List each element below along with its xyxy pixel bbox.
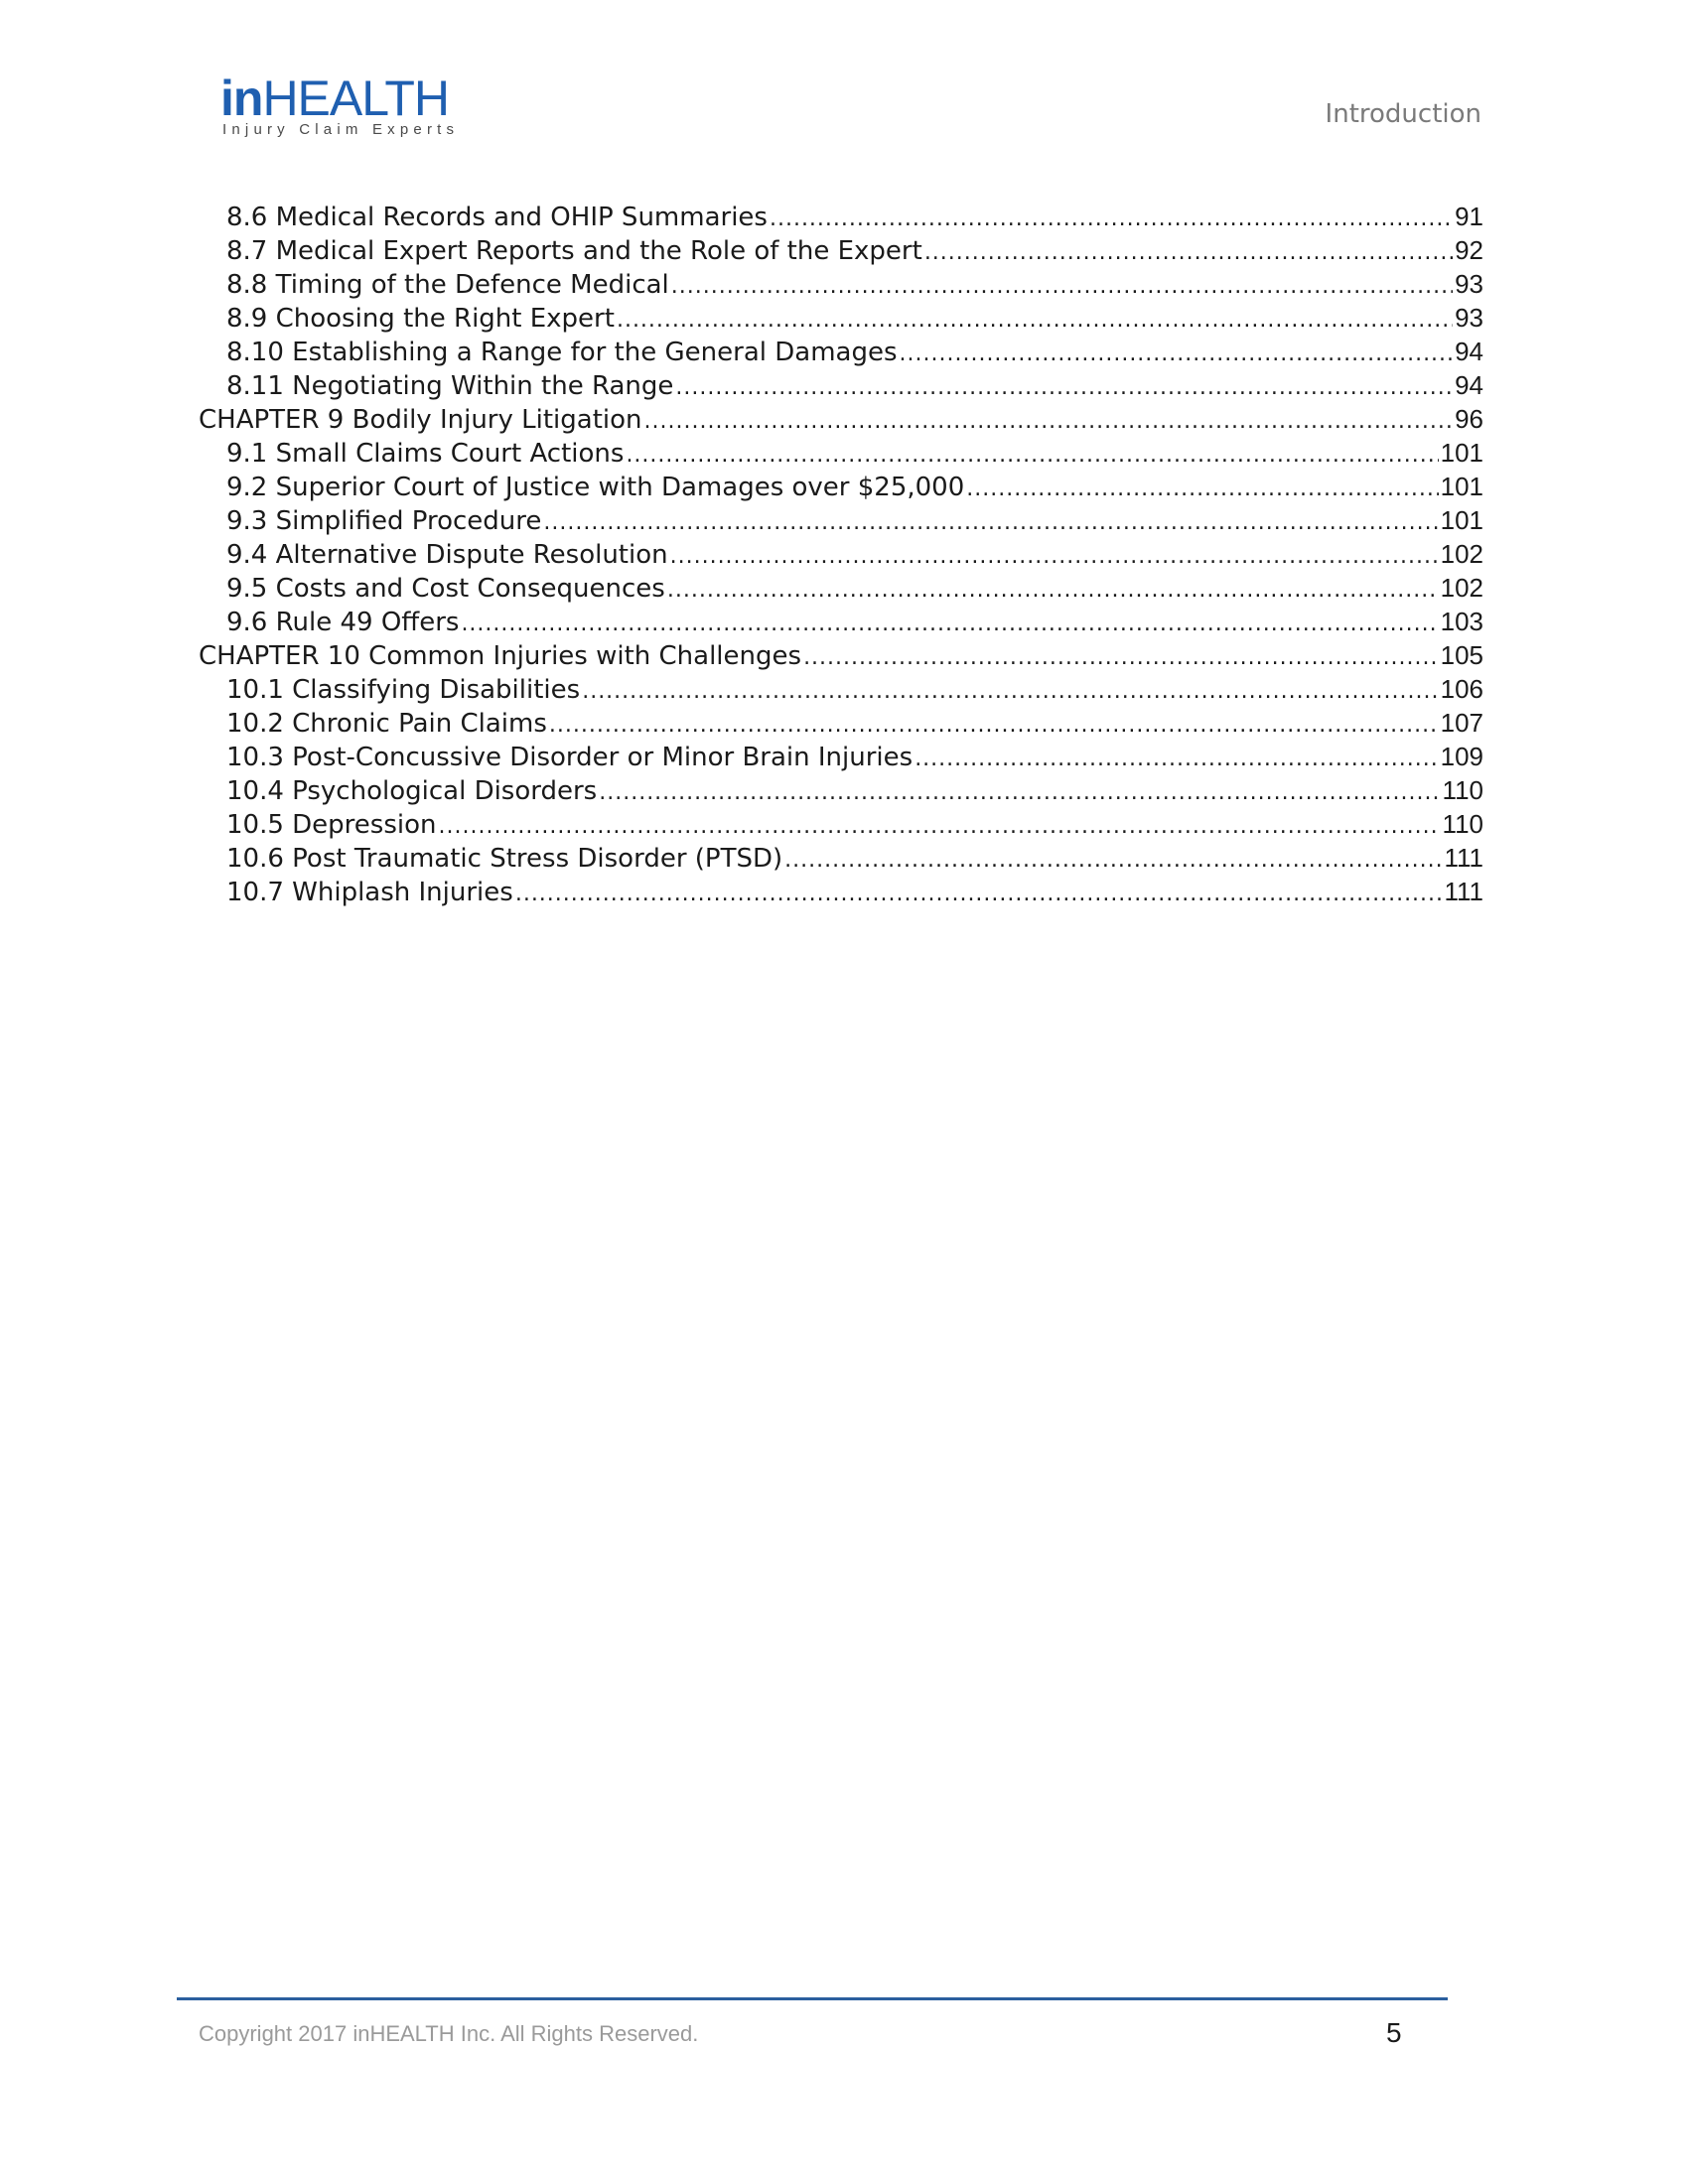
toc-dot-leader — [924, 236, 1453, 270]
toc-entry-title: 9.6 Rule 49 Offers — [226, 608, 460, 637]
toc-dot-leader — [667, 574, 1439, 608]
toc-entry-title: 8.6 Medical Records and OHIP Summaries — [226, 203, 768, 232]
toc-entry[interactable] — [199, 233, 1483, 267]
logo-tagline: Injury Claim Experts — [222, 121, 460, 138]
logo-health: HEALTH — [262, 70, 449, 126]
toc-entry-page: 101 — [1440, 505, 1483, 535]
toc-entry-page: 102 — [1440, 573, 1483, 603]
toc-entry-page: 107 — [1440, 708, 1483, 738]
logo-wordmark — [220, 71, 449, 125]
toc-entry[interactable] — [199, 368, 1483, 402]
toc-entry-title: CHAPTER 10 Common Injuries with Challenges — [199, 641, 802, 671]
logo-in: in — [220, 70, 263, 126]
toc-entry-page: 111 — [1444, 877, 1483, 906]
toc-dot-leader — [784, 844, 1442, 878]
toc-entry-page: 102 — [1440, 539, 1483, 569]
toc-entry[interactable] — [199, 537, 1483, 571]
toc-entry-title: 8.8 Timing of the Defence Medical — [226, 270, 669, 300]
toc-chapter-entry[interactable] — [199, 402, 1483, 436]
toc-entry-title: 8.9 Choosing the Right Expert — [226, 304, 615, 334]
footer-divider — [177, 1997, 1448, 2000]
toc-entry-page: 105 — [1440, 640, 1483, 670]
toc-entry-page: 92 — [1455, 235, 1483, 265]
table-of-contents — [199, 200, 1483, 908]
toc-dot-leader — [617, 304, 1453, 338]
toc-entry-page: 110 — [1442, 775, 1483, 805]
toc-entry-page: 96 — [1455, 404, 1483, 434]
toc-entry-page: 111 — [1444, 843, 1483, 873]
toc-dot-leader — [599, 776, 1440, 810]
toc-entry-title: 9.4 Alternative Dispute Resolution — [226, 540, 668, 570]
toc-entry-page: 110 — [1442, 809, 1483, 839]
toc-entry-page: 109 — [1440, 742, 1483, 771]
toc-entry-page: 93 — [1455, 303, 1483, 333]
toc-entry[interactable] — [199, 335, 1483, 368]
toc-entry[interactable] — [199, 672, 1483, 706]
toc-entry-page: 103 — [1440, 607, 1483, 636]
footer-copyright: Copyright 2017 inHEALTH Inc. All Rights Reserved. — [199, 2021, 699, 2046]
toc-entry-page: 101 — [1440, 438, 1483, 468]
toc-entry-page: 93 — [1455, 269, 1483, 299]
toc-entry[interactable] — [199, 200, 1483, 233]
logo — [220, 71, 459, 143]
toc-dot-leader — [515, 878, 1443, 911]
toc-entry-title: 8.11 Negotiating Within the Range — [226, 371, 674, 401]
toc-entry-page: 106 — [1440, 674, 1483, 704]
toc-entry-title: 10.2 Chronic Pain Claims — [226, 709, 547, 739]
toc-entry[interactable] — [199, 301, 1483, 335]
toc-entry[interactable] — [199, 436, 1483, 470]
toc-entry-title: 10.1 Classifying Disabilities — [226, 675, 581, 705]
toc-dot-leader — [626, 439, 1438, 473]
toc-entry-title: 8.10 Establishing a Range for the General Damages — [226, 338, 898, 367]
toc-dot-leader — [900, 338, 1454, 371]
toc-dot-leader — [549, 709, 1439, 743]
toc-entry-page: 94 — [1455, 337, 1483, 366]
toc-entry[interactable] — [199, 807, 1483, 841]
toc-entry-title: 10.5 Depression — [226, 810, 437, 840]
toc-entry-page: 91 — [1455, 202, 1483, 231]
toc-entry[interactable] — [199, 841, 1483, 875]
toc-entry[interactable] — [199, 605, 1483, 638]
toc-entry-title: 8.7 Medical Expert Reports and the Role of the Expert — [226, 236, 922, 266]
footer-page-number: 5 — [1386, 2017, 1402, 2048]
toc-dot-leader — [803, 641, 1439, 675]
toc-entry[interactable] — [199, 571, 1483, 605]
toc-entry-title: 9.2 Superior Court of Justice with Damages over $25,000 — [226, 473, 965, 502]
toc-dot-leader — [644, 405, 1454, 439]
toc-entry-title: 10.3 Post-Concussive Disorder or Minor Brain Injuries — [226, 743, 914, 772]
toc-dot-leader — [670, 540, 1439, 574]
toc-entry-title: CHAPTER 9 Bodily Injury Litigation — [199, 405, 642, 435]
toc-dot-leader — [671, 270, 1453, 304]
section-title: Introduction — [1325, 99, 1481, 129]
toc-entry[interactable] — [199, 740, 1483, 773]
toc-entry-page: 101 — [1440, 472, 1483, 501]
toc-dot-leader — [461, 608, 1438, 641]
toc-dot-leader — [770, 203, 1453, 236]
toc-entry-title: 10.6 Post Traumatic Stress Disorder (PTSD) — [226, 844, 783, 874]
toc-chapter-entry[interactable] — [199, 638, 1483, 672]
toc-entry[interactable] — [199, 470, 1483, 503]
toc-entry[interactable] — [199, 875, 1483, 908]
toc-dot-leader — [543, 506, 1438, 540]
toc-entry[interactable] — [199, 773, 1483, 807]
toc-dot-leader — [966, 473, 1438, 506]
toc-entry-title: 9.5 Costs and Cost Consequences — [226, 574, 665, 604]
toc-dot-leader — [582, 675, 1438, 709]
toc-entry-title: 9.1 Small Claims Court Actions — [226, 439, 625, 469]
toc-entry-page: 94 — [1455, 370, 1483, 400]
toc-dot-leader — [914, 743, 1438, 776]
toc-entry[interactable] — [199, 267, 1483, 301]
toc-entry[interactable] — [199, 503, 1483, 537]
toc-entry-title: 9.3 Simplified Procedure — [226, 506, 542, 536]
toc-dot-leader — [439, 810, 1441, 844]
toc-dot-leader — [675, 371, 1453, 405]
toc-entry-title: 10.4 Psychological Disorders — [226, 776, 598, 806]
toc-entry-title: 10.7 Whiplash Injuries — [226, 878, 513, 907]
toc-entry[interactable] — [199, 706, 1483, 740]
